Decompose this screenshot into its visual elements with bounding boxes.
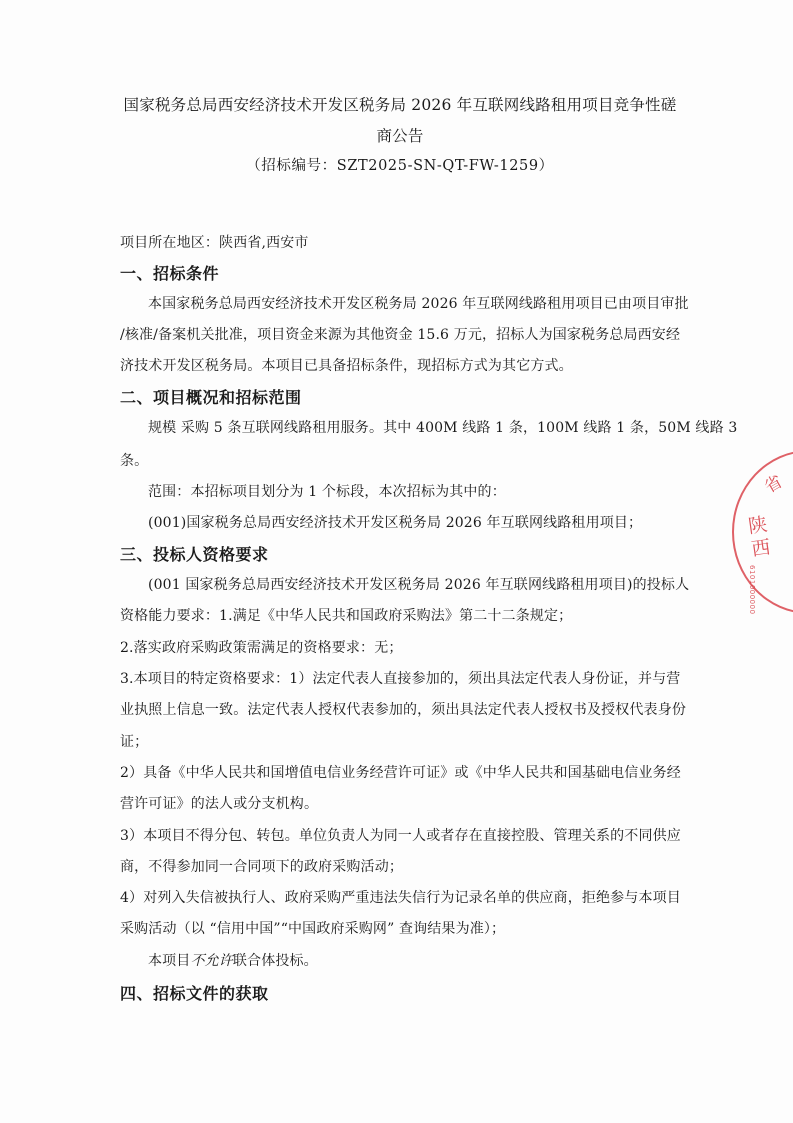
- seal-text: 陕西: [743, 513, 773, 563]
- paragraph-line: 条。: [120, 453, 149, 469]
- paragraph-line: 业执照上信息一致。法定代表人授权代表参加的，须出具法定代表人授权书及授权代表身份: [120, 702, 686, 718]
- paragraph-line: 4）对列入失信被执行人、政府采购严重违法失信行为记录名单的供应商，拒绝参与本项目: [120, 890, 681, 906]
- seal-text-top: 省: [761, 471, 787, 498]
- paragraph-line: (001 国家税务总局西安经济技术开发区税务局 2026 年互联网线路租用项目)的投标人: [148, 577, 690, 593]
- section-heading-3: 三、投标人资格要求: [120, 545, 269, 564]
- paragraph-line: 商，不得参加同一合同项下的政府采购活动；: [120, 859, 403, 875]
- paragraph-line: 3）本项目不得分包、转包。单位负责人为同一人或者存在直接控股、管理关系的不同供应: [120, 828, 681, 844]
- section-heading-4: 四、招标文件的获取: [120, 984, 269, 1003]
- paragraph-line: 2.落实政府采购政策需满足的资格要求：无；: [120, 640, 403, 656]
- paragraph-line: 范围：本招标项目划分为 1 个标段，本次招标为其中的：: [148, 484, 506, 500]
- tender-number: （招标编号：SZT2025-SN-QT-FW-1259）: [246, 158, 554, 174]
- paragraph-line: 3.本项目的特定资格要求：1）法定代表人直接参加的，须出具法定代表人身份证，并与营: [120, 671, 681, 687]
- paragraph-line: 2）具备《中华人民共和国增值电信业务经营许可证》或《中华人民共和国基础电信业务经: [120, 765, 681, 781]
- document-title-line-2: 商公告: [376, 127, 424, 145]
- paragraph-line: 资格能力要求：1.满足《中华人民共和国政府采购法》第二十二条规定；: [120, 608, 573, 624]
- consortium-post: 联合体投标。: [232, 953, 318, 969]
- paragraph-line: 采购活动（以 “信用中国”“中国政府采购网” 查询结果为准）；: [120, 921, 506, 937]
- consortium-emphasis: 不允许: [190, 953, 233, 969]
- paragraph-line: 营许可证》的法人或分支机构。: [120, 796, 319, 812]
- document-title-line-1: 国家税务总局西安经济技术开发区税务局 2026 年互联网线路租用项目竞争性磋: [123, 96, 677, 114]
- consortium-statement: [148, 950, 318, 970]
- project-region: 项目所在地区：陕西省,西安市: [120, 235, 309, 251]
- paragraph-line: 证；: [120, 734, 149, 750]
- paragraph-line: /核准/备案机关批准，项目资金来源为其他资金 15.6 万元，招标人为国家税务总局西安经: [120, 327, 681, 343]
- seal-code: 6101000000: [748, 565, 756, 615]
- section-heading-1: 一、招标条件: [120, 264, 220, 283]
- paragraph-line: 本国家税务总局西安经济技术开发区税务局 2026 年互联网线路租用项目已由项目审批: [148, 296, 689, 312]
- section-heading-2: 二、项目概况和招标范围: [120, 388, 302, 407]
- paragraph-line: (001)国家税务总局西安经济技术开发区税务局 2026 年互联网线路租用项目；: [148, 515, 643, 531]
- paragraph-line: 济技术开发区税务局。本项目已具备招标条件，现招标方式为其它方式。: [120, 358, 573, 374]
- consortium-pre: 本项目: [148, 953, 191, 969]
- paragraph-line: 规模 采购 5 条互联网线路租用服务。其中 400M 线路 1 条，100M 线路 1 条，50M 线路 3: [148, 420, 738, 436]
